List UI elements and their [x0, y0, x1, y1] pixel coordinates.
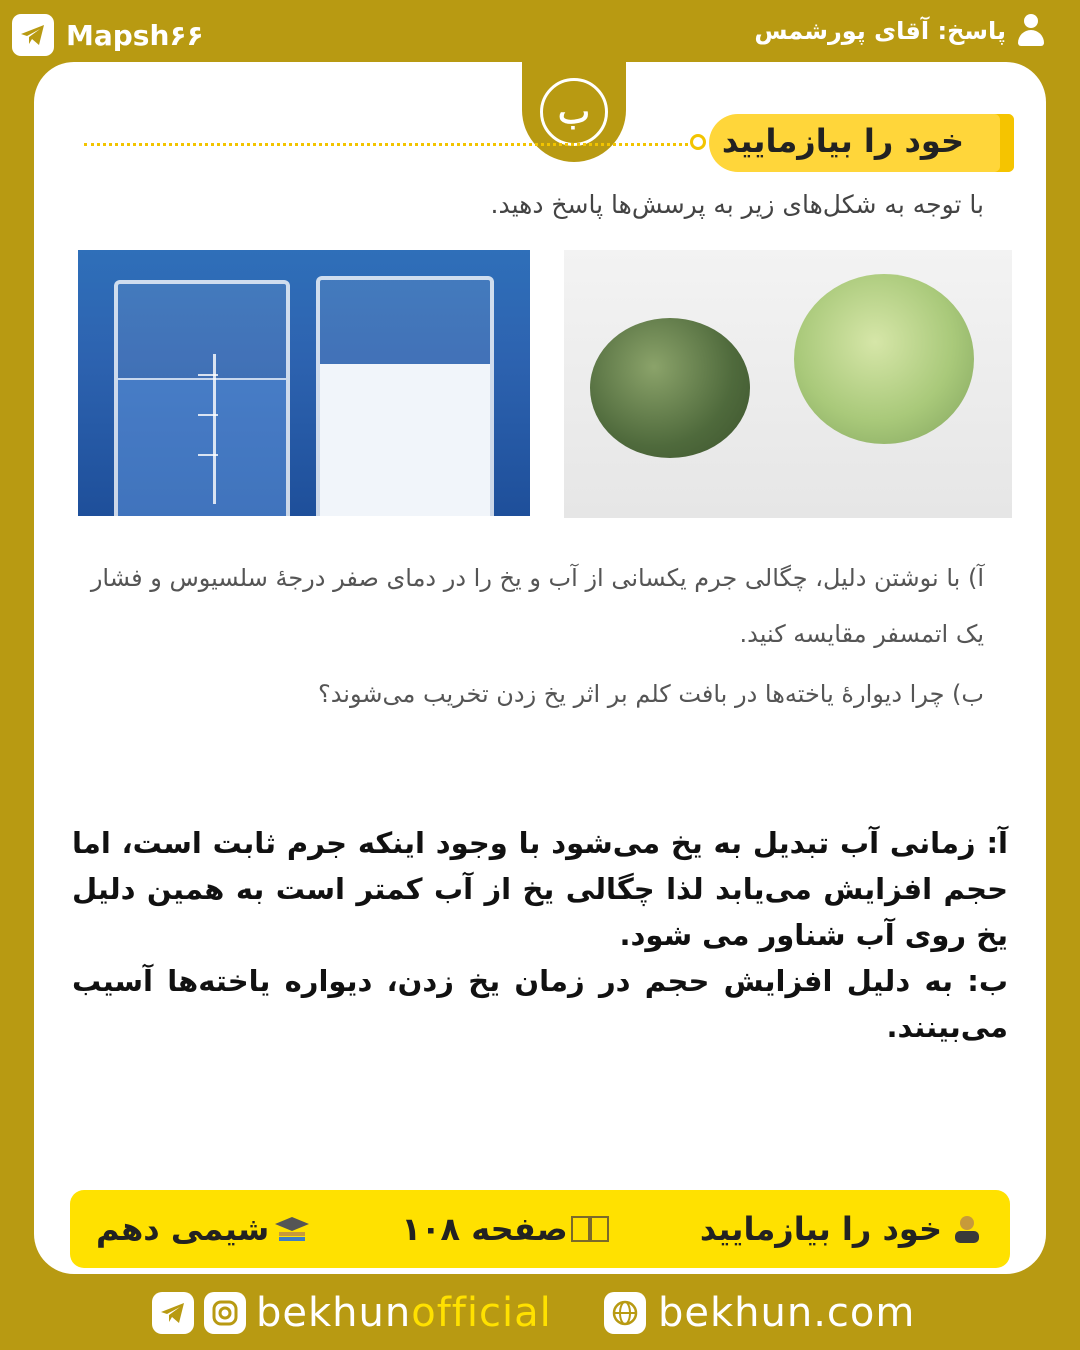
section-title: خود را بیازمایید	[721, 122, 964, 160]
telegram-handle[interactable]	[12, 14, 204, 56]
question-b: ب) چرا دیوارهٔ یاخته‌ها در بافت کلم بر اثر یخ زدن تخریب می‌شوند؟	[317, 680, 984, 708]
site-url: bekhun.com	[658, 1290, 916, 1336]
section-heading	[84, 114, 1014, 172]
bottom-bar	[0, 1280, 1080, 1350]
footer-page	[401, 1210, 609, 1248]
author-label	[754, 14, 1046, 48]
fresh-cabbage	[794, 274, 974, 444]
brand-main: bekhun	[256, 1290, 412, 1336]
ice-beaker	[316, 276, 494, 516]
brand-accent: official	[411, 1290, 552, 1336]
beakers-photo	[78, 250, 530, 516]
user-icon	[1016, 14, 1046, 48]
frozen-cabbage	[590, 318, 750, 458]
telegram-icon	[12, 14, 54, 56]
author-text: پاسخ: آقای پورشمس	[754, 17, 1006, 45]
footer-subject-text: شیمی دهم	[96, 1210, 270, 1248]
answer-a: آ: زمانی آب تبدیل به یخ می‌شود با وجود اینکه جرم ثابت است، اما حجم افزایش می‌یابد لذا چگالی یخ از آب کمتر است به همین دلیل یخ روی آب شناور می شود.	[72, 826, 1008, 952]
handle-text: Mapsh۶۶	[66, 18, 204, 52]
instagram-icon[interactable]	[204, 1292, 246, 1334]
top-bar	[0, 0, 1080, 70]
intro-text: با توجه به شکل‌های زیر به پرسش‌ها پاسخ دهید.	[490, 190, 984, 219]
bekhun-logo: ب	[540, 78, 608, 146]
globe-icon	[604, 1292, 646, 1334]
content-card	[34, 62, 1046, 1274]
footer-subject	[96, 1210, 311, 1248]
graduation-cap-icon	[277, 1214, 311, 1244]
question-a-line2: یک اتمسفر مقایسه کنید.	[739, 620, 984, 648]
figure-row	[78, 250, 1012, 518]
answer-b: ب: به دلیل افزایش حجم در زمان یخ زدن، دیواره یاخته‌ها آسیب می‌بینند.	[72, 964, 1008, 1044]
footer-page-text: صفحه ۱۰۸	[401, 1210, 568, 1248]
student-icon	[950, 1214, 984, 1244]
social-brand	[256, 1290, 552, 1336]
website-link[interactable]	[604, 1290, 915, 1336]
social-links[interactable]	[152, 1290, 552, 1336]
footer-bar	[70, 1190, 1010, 1268]
dotted-rule	[84, 143, 694, 146]
rule-dot	[690, 134, 706, 150]
footer-topic	[700, 1210, 984, 1248]
question-a	[44, 550, 984, 662]
question-a-line1: آ) با نوشتن دلیل، چگالی جرم یکسانی از آب و یخ را در دمای صفر درجهٔ سلسیوس و فشار	[90, 564, 984, 592]
telegram-icon[interactable]	[152, 1292, 194, 1334]
footer-topic-text: خود را بیازمایید	[699, 1210, 942, 1248]
cabbage-photo	[564, 250, 1012, 518]
answer-block	[72, 820, 1008, 1050]
book-icon	[576, 1214, 610, 1244]
water-beaker	[114, 280, 290, 516]
